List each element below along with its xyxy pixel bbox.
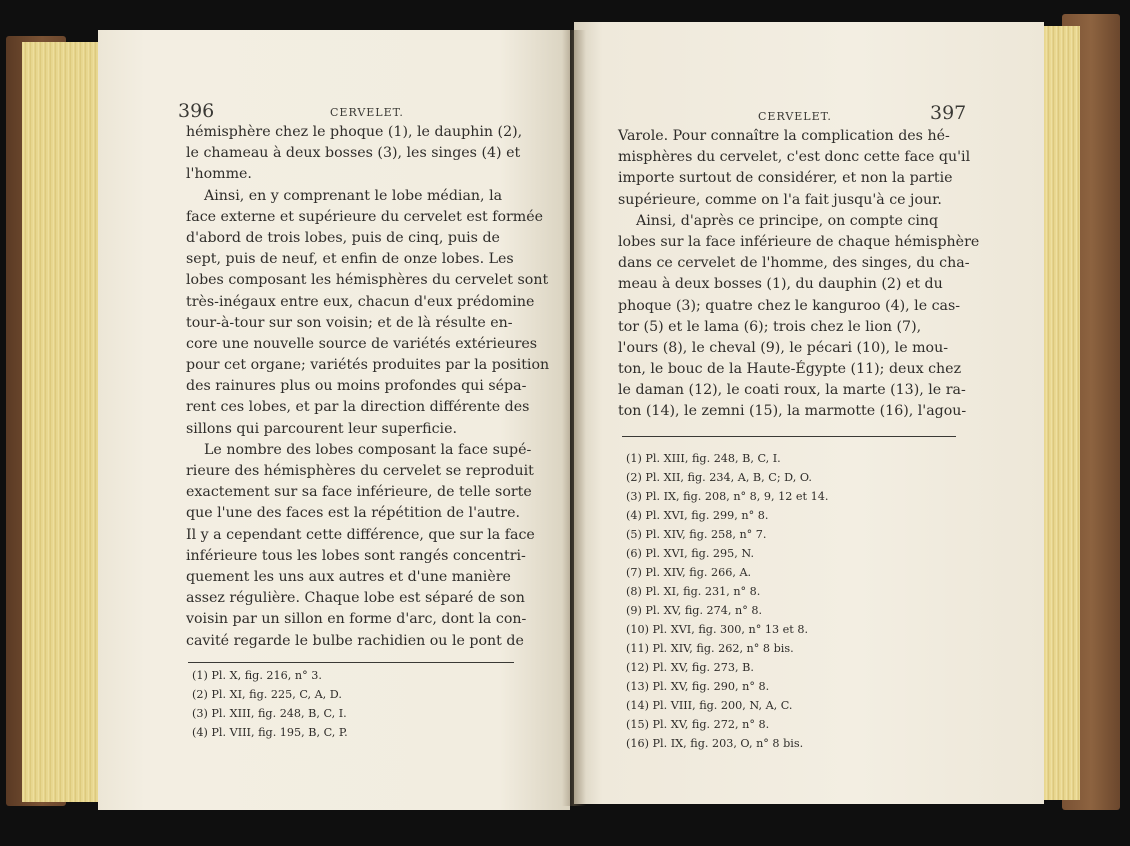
text-line: assez régulière. Chaque lobe est séparé de son [186, 590, 525, 607]
text-line: ton, le bouc de la Haute-Égypte (11); deux chez [618, 361, 962, 378]
text-line: que l'une des faces est la répétition de l'autre. [186, 505, 520, 522]
footnote-line: (10) Pl. XVI, fig. 300, n° 13 et 8. [626, 623, 809, 636]
text-line: meau à deux bosses (1), du dauphin (2) et du [618, 276, 943, 293]
text-line: Ainsi, en y comprenant le lobe médian, la [204, 187, 503, 204]
text-line: core une nouvelle source de variétés extérieures [186, 335, 538, 352]
text-line: voisin par un sillon en forme d'arc, dont la con- [186, 611, 527, 628]
running-head: CERVELET. [758, 110, 832, 123]
text-line: rent ces lobes, et par la direction différente des [186, 399, 530, 416]
right-page [574, 22, 1044, 804]
footnote-line: (2) Pl. XII, fig. 234, A, B, C; D, O. [626, 471, 812, 484]
footnote-line: (4) Pl. XVI, fig. 299, n° 8. [626, 509, 769, 522]
text-line: exactement sur sa face inférieure, de telle sorte [186, 484, 532, 501]
footnote-line: (15) Pl. XV, fig. 272, n° 8. [626, 718, 770, 731]
footnotes [192, 666, 492, 742]
text-line: hémisphère chez le phoque (1), le dauphin (2), [186, 124, 523, 140]
text-line: Il y a cependant cette différence, que sur la face [186, 526, 535, 543]
footnote-rule [622, 436, 956, 437]
text-line: Le nombre des lobes composant la face supé- [204, 441, 532, 458]
footnote-line: (3) Pl. XIII, fig. 248, B, C, I. [192, 707, 347, 720]
text-line: importe surtout de considérer, et non la partie [618, 170, 953, 187]
text-line: supérieure, comme on l'a fait jusqu'à ce jour. [618, 191, 942, 208]
text-line: pour cet organe; variétés produites par la position [186, 357, 550, 374]
text-line: Varole. Pour connaître la complication des hé- [618, 128, 950, 144]
text-line: d'abord de trois lobes, puis de cinq, puis de [186, 229, 500, 246]
footnote-line: (1) Pl. XIII, fig. 248, B, C, I. [626, 452, 781, 465]
footnote-line: (13) Pl. XV, fig. 290, n° 8. [626, 680, 770, 693]
page-number: 396 [178, 100, 215, 122]
page-edges-right [1040, 26, 1080, 800]
footnote-line: (9) Pl. XV, fig. 274, n° 8. [626, 604, 763, 617]
text-line: ton (14), le zemni (15), la marmotte (16), l'agou- [618, 403, 967, 420]
text-line: rieure des hémisphères du cervelet se reproduit [186, 463, 534, 479]
book-gutter [562, 30, 586, 806]
text-line: misphères du cervelet, c'est donc cette face qu'il [618, 149, 971, 166]
footnote-rule [188, 662, 514, 663]
text-line: l'homme. [186, 166, 252, 183]
body-text [186, 122, 558, 652]
text-line: dans ce cervelet de l'homme, des singes, du cha- [618, 255, 970, 272]
text-line: tor (5) et le lama (6); trois chez le lion (7), [618, 318, 922, 335]
footnote-line: (4) Pl. VIII, fig. 195, B, C, P. [192, 726, 348, 739]
footnote-line: (12) Pl. XV, fig. 273, B. [626, 661, 754, 674]
footnote-line: (7) Pl. XIV, fig. 266, A. [626, 566, 752, 579]
text-line: des rainures plus ou moins profondes qui sépa- [186, 378, 527, 395]
page-number: 397 [930, 102, 967, 124]
text-line: l'ours (8), le cheval (9), le pécari (10), le mou- [618, 339, 949, 356]
text-line: quement les uns aux autres et d'une manière [186, 568, 511, 585]
footnote-line: (14) Pl. VIII, fig. 200, N, A, C. [626, 699, 793, 712]
body-text [618, 126, 990, 423]
text-line: très-inégaux entre eux, chacun d'eux prédomine [186, 293, 535, 310]
footnotes [626, 450, 926, 754]
footnote-line: (1) Pl. X, fig. 216, n° 3. [192, 669, 322, 682]
text-line: lobes composant les hémisphères du cervelet sont [186, 272, 549, 289]
footnote-line: (5) Pl. XIV, fig. 258, n° 7. [626, 528, 767, 541]
text-line: lobes sur la face inférieure de chaque hémisphère [618, 233, 980, 250]
footnote-line: (11) Pl. XIV, fig. 262, n° 8 bis. [626, 642, 794, 655]
text-line: inférieure tous les lobes sont rangés concentri- [186, 547, 526, 564]
text-line: sept, puis de neuf, et enfin de onze lobes. Les [186, 251, 514, 268]
text-line: le chameau à deux bosses (3), les singes (4) et [186, 145, 521, 162]
footnote-line: (6) Pl. XVI, fig. 295, N. [626, 547, 755, 560]
running-head: CERVELET. [330, 106, 404, 119]
footnote-line: (16) Pl. IX, fig. 203, O, n° 8 bis. [626, 737, 804, 750]
text-line: sillons qui parcourent leur superficie. [186, 420, 457, 437]
footnote-line: (2) Pl. XI, fig. 225, C, A, D. [192, 688, 342, 701]
text-line: tour-à-tour sur son voisin; et de là résulte en- [186, 314, 513, 331]
footnote-line: (8) Pl. XI, fig. 231, n° 8. [626, 585, 761, 598]
text-line: le daman (12), le coati roux, la marte (13), le ra- [618, 382, 966, 399]
text-line: phoque (3); quatre chez le kanguroo (4), le cas- [618, 297, 961, 314]
page-edges-left [22, 42, 102, 802]
text-line: cavité regarde le bulbe rachidien ou le pont de [186, 632, 524, 649]
footnote-line: (3) Pl. IX, fig. 208, n° 8, 9, 12 et 14. [626, 490, 829, 503]
text-line: face externe et supérieure du cervelet est formée [186, 208, 544, 225]
text-line: Ainsi, d'après ce principe, on compte cinq [636, 212, 939, 229]
left-page [98, 30, 570, 810]
